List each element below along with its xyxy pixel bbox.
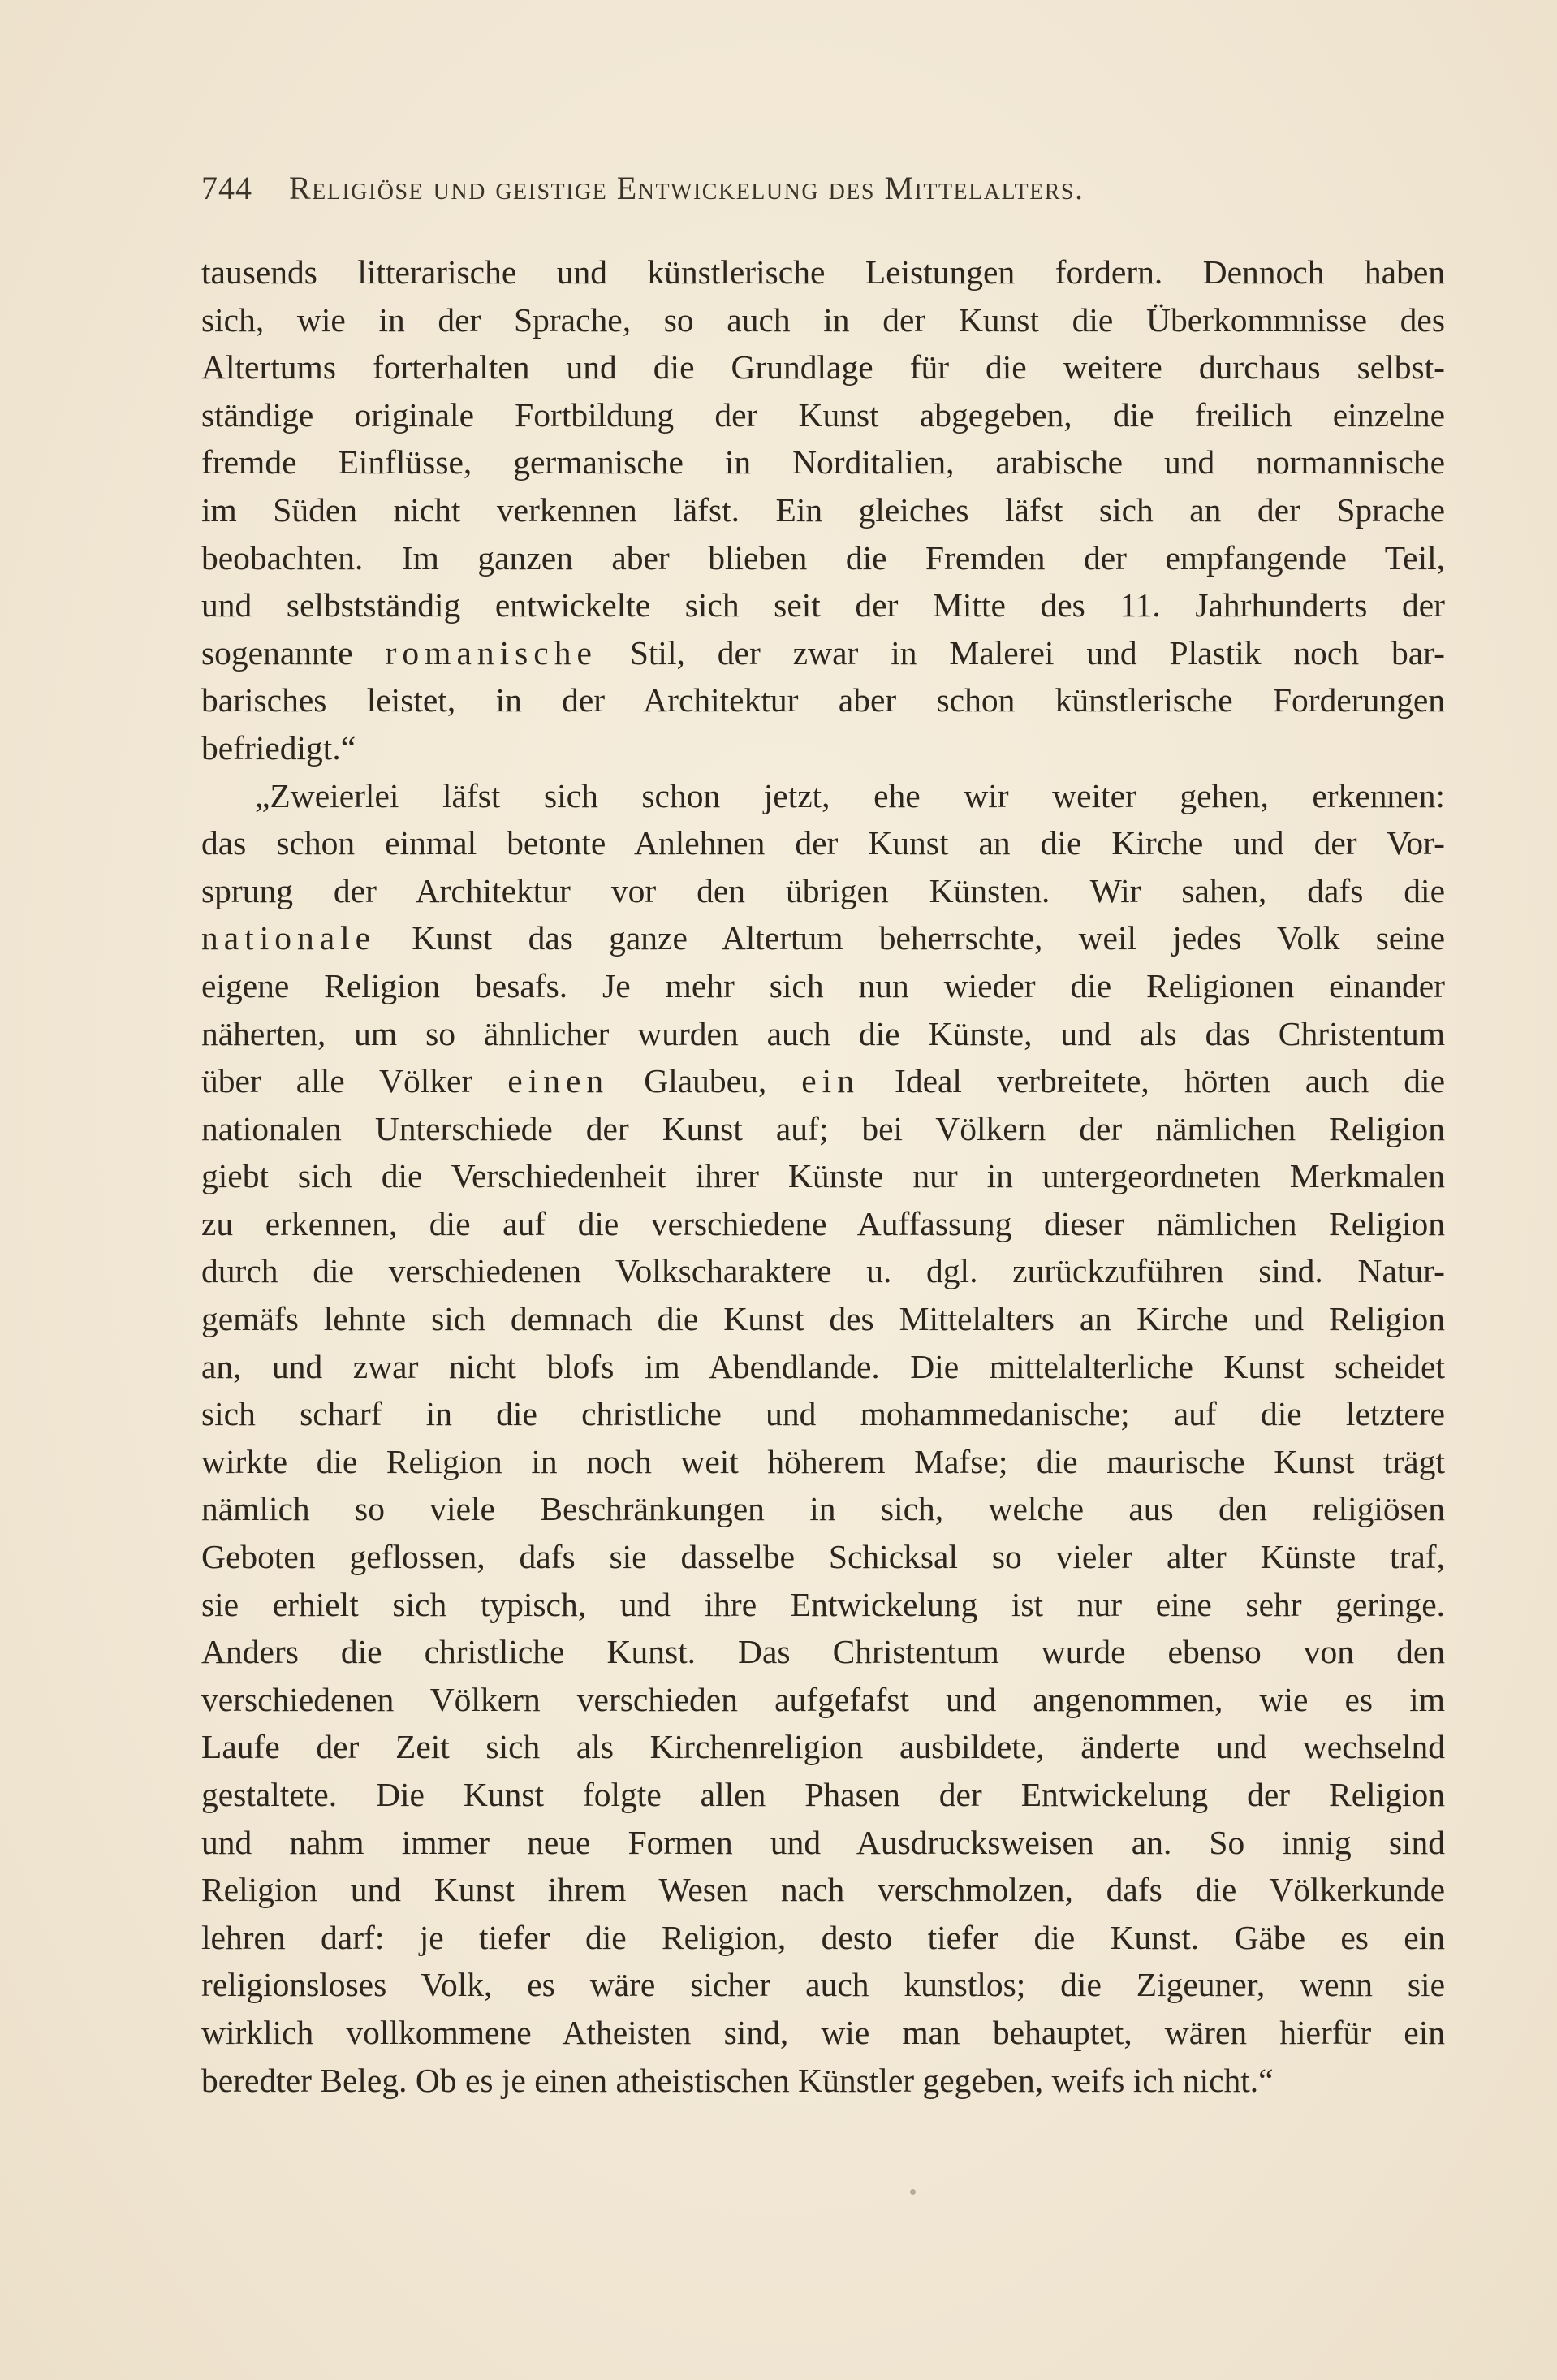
text-line: „Zweierlei läfst sich schon jetzt, ehe wir weiter gehen, erkennen: bbox=[255, 776, 1445, 814]
text-line: nationale Kunst das ganze Altertum beherrschte, weil jedes Volk seine bbox=[201, 919, 1445, 957]
text-line: das schon einmal betonte Anlehnen der Kunst an die Kirche und der Vor- bbox=[201, 824, 1445, 862]
emphasized-word: romanische bbox=[385, 633, 597, 672]
text-line: tausends litterarische und künstlerische Leistungen fordern. Dennoch haben bbox=[201, 253, 1445, 291]
running-title: Religiöse und geistige Entwickelung des Mittelalters. bbox=[289, 170, 1085, 206]
text-line: Anders die christliche Kunst. Das Christentum wurde ebenso von den bbox=[201, 1633, 1445, 1671]
body-text bbox=[201, 248, 1445, 2104]
text-line: beredter Beleg. Ob es je einen atheistischen Künstler gegeben, weifs ich nicht.“ bbox=[201, 2061, 1274, 2099]
page-number: 744 bbox=[201, 170, 252, 206]
text-line: und nahm immer neue Formen und Ausdrucksweisen an. So innig sind bbox=[201, 1823, 1445, 1861]
text-line: Altertums forterhalten und die Grundlage für die weitere durchaus selbst- bbox=[201, 348, 1445, 387]
text-line: an, und zwar nicht blofs im Abendlande. Die mittelalterliche Kunst scheidet bbox=[201, 1347, 1445, 1385]
text-line: gemäfs lehnte sich demnach die Kunst des Mittelalters an Kirche und Religion bbox=[201, 1300, 1445, 1338]
text-line: barisches leistet, in der Architektur aber schon künstlerische Forderungen bbox=[201, 681, 1445, 719]
text-line: eigene Religion besafs. Je mehr sich nun wieder die Religionen einander bbox=[201, 966, 1445, 1004]
text-line: sprung der Architektur vor den übrigen Künsten. Wir sahen, dafs die bbox=[201, 871, 1445, 909]
text-line: befriedigt.“ bbox=[201, 728, 356, 767]
text-line: verschiedenen Völkern verschieden aufgefafst und angenommen, wie es im bbox=[201, 1680, 1445, 1718]
text-line: gestaltete. Die Kunst folgte allen Phasen der Entwickelung der Religion bbox=[201, 1776, 1445, 1813]
text-line: fremde Einflüsse, germanische in Norditalien, arabische und normannische bbox=[201, 443, 1445, 482]
text-line: wirkte die Religion in noch weit höherem Mafse; die maurische Kunst trägt bbox=[201, 1442, 1445, 1480]
text-line: beobachten. Im ganzen aber blieben die Fremden der empfangende Teil, bbox=[201, 538, 1445, 577]
text-line: Geboten geflossen, dafs sie dasselbe Schicksal so vieler alter Künste traf, bbox=[201, 1538, 1445, 1576]
text-line: Religion und Kunst ihrem Wesen nach verschmolzen, dafs die Völkerkunde bbox=[201, 1871, 1445, 1909]
text-line: religionsloses Volk, es wäre sicher auch kunstlos; die Zigeuner, wenn sie bbox=[201, 1966, 1445, 2004]
emphasized-word: ein bbox=[801, 1062, 860, 1100]
text-line: sie erhielt sich typisch, und ihre Entwickelung ist nur eine sehr geringe. bbox=[201, 1585, 1445, 1623]
text-line: über alle Völker einen Glaubeu, ein Ideal verbreitete, hörten auch die bbox=[201, 1062, 1445, 1100]
text-line: und selbstständig entwickelte sich seit der Mitte des 11. Jahrhunderts der bbox=[201, 586, 1445, 624]
paper-speck bbox=[910, 2189, 916, 2195]
text-line: ständige originale Fortbildung der Kunst abgegeben, die freilich einzelne bbox=[201, 395, 1445, 434]
text-line: näherten, um so ähnlicher wurden auch die Künste, und als das Christentum bbox=[201, 1014, 1445, 1052]
text-line: Laufe der Zeit sich als Kirchenreligion ausbildete, änderte und wechselnd bbox=[201, 1728, 1445, 1766]
text-line: sogenannte romanische Stil, der zwar in Malerei und Plastik noch bar- bbox=[201, 633, 1445, 672]
text-line: sich, wie in der Sprache, so auch in der Kunst die Überkommnisse des bbox=[201, 300, 1445, 339]
text-line: im Süden nicht verkennen läfst. Ein gleiches läfst sich an der Sprache bbox=[201, 490, 1445, 529]
emphasized-word: nationale bbox=[201, 919, 377, 957]
text-line: zu erkennen, die auf die verschiedene Auffassung dieser nämlichen Religion bbox=[201, 1204, 1445, 1242]
page-header bbox=[201, 169, 1354, 218]
text-line: wirklich vollkommene Atheisten sind, wie man behauptet, wären hierfür ein bbox=[201, 2013, 1445, 2051]
text-line: giebt sich die Verschiedenheit ihrer Künste nur in untergeordneten Merkmalen bbox=[201, 1157, 1445, 1195]
text-line: durch die verschiedenen Volkscharaktere u. dgl. zurückzuführen sind. Natur- bbox=[201, 1252, 1445, 1290]
text-line: nämlich so viele Beschränkungen in sich, welche aus den religiösen bbox=[201, 1490, 1445, 1528]
text-line: nationalen Unterschiede der Kunst auf; bei Völkern der nämlichen Religion bbox=[201, 1109, 1445, 1147]
emphasized-word: einen bbox=[507, 1062, 610, 1100]
text-line: sich scharf in die christliche und mohammedanische; auf die letztere bbox=[201, 1395, 1445, 1433]
text-line: lehren darf: je tiefer die Religion, desto tiefer die Kunst. Gäbe es ein bbox=[201, 1918, 1445, 1956]
